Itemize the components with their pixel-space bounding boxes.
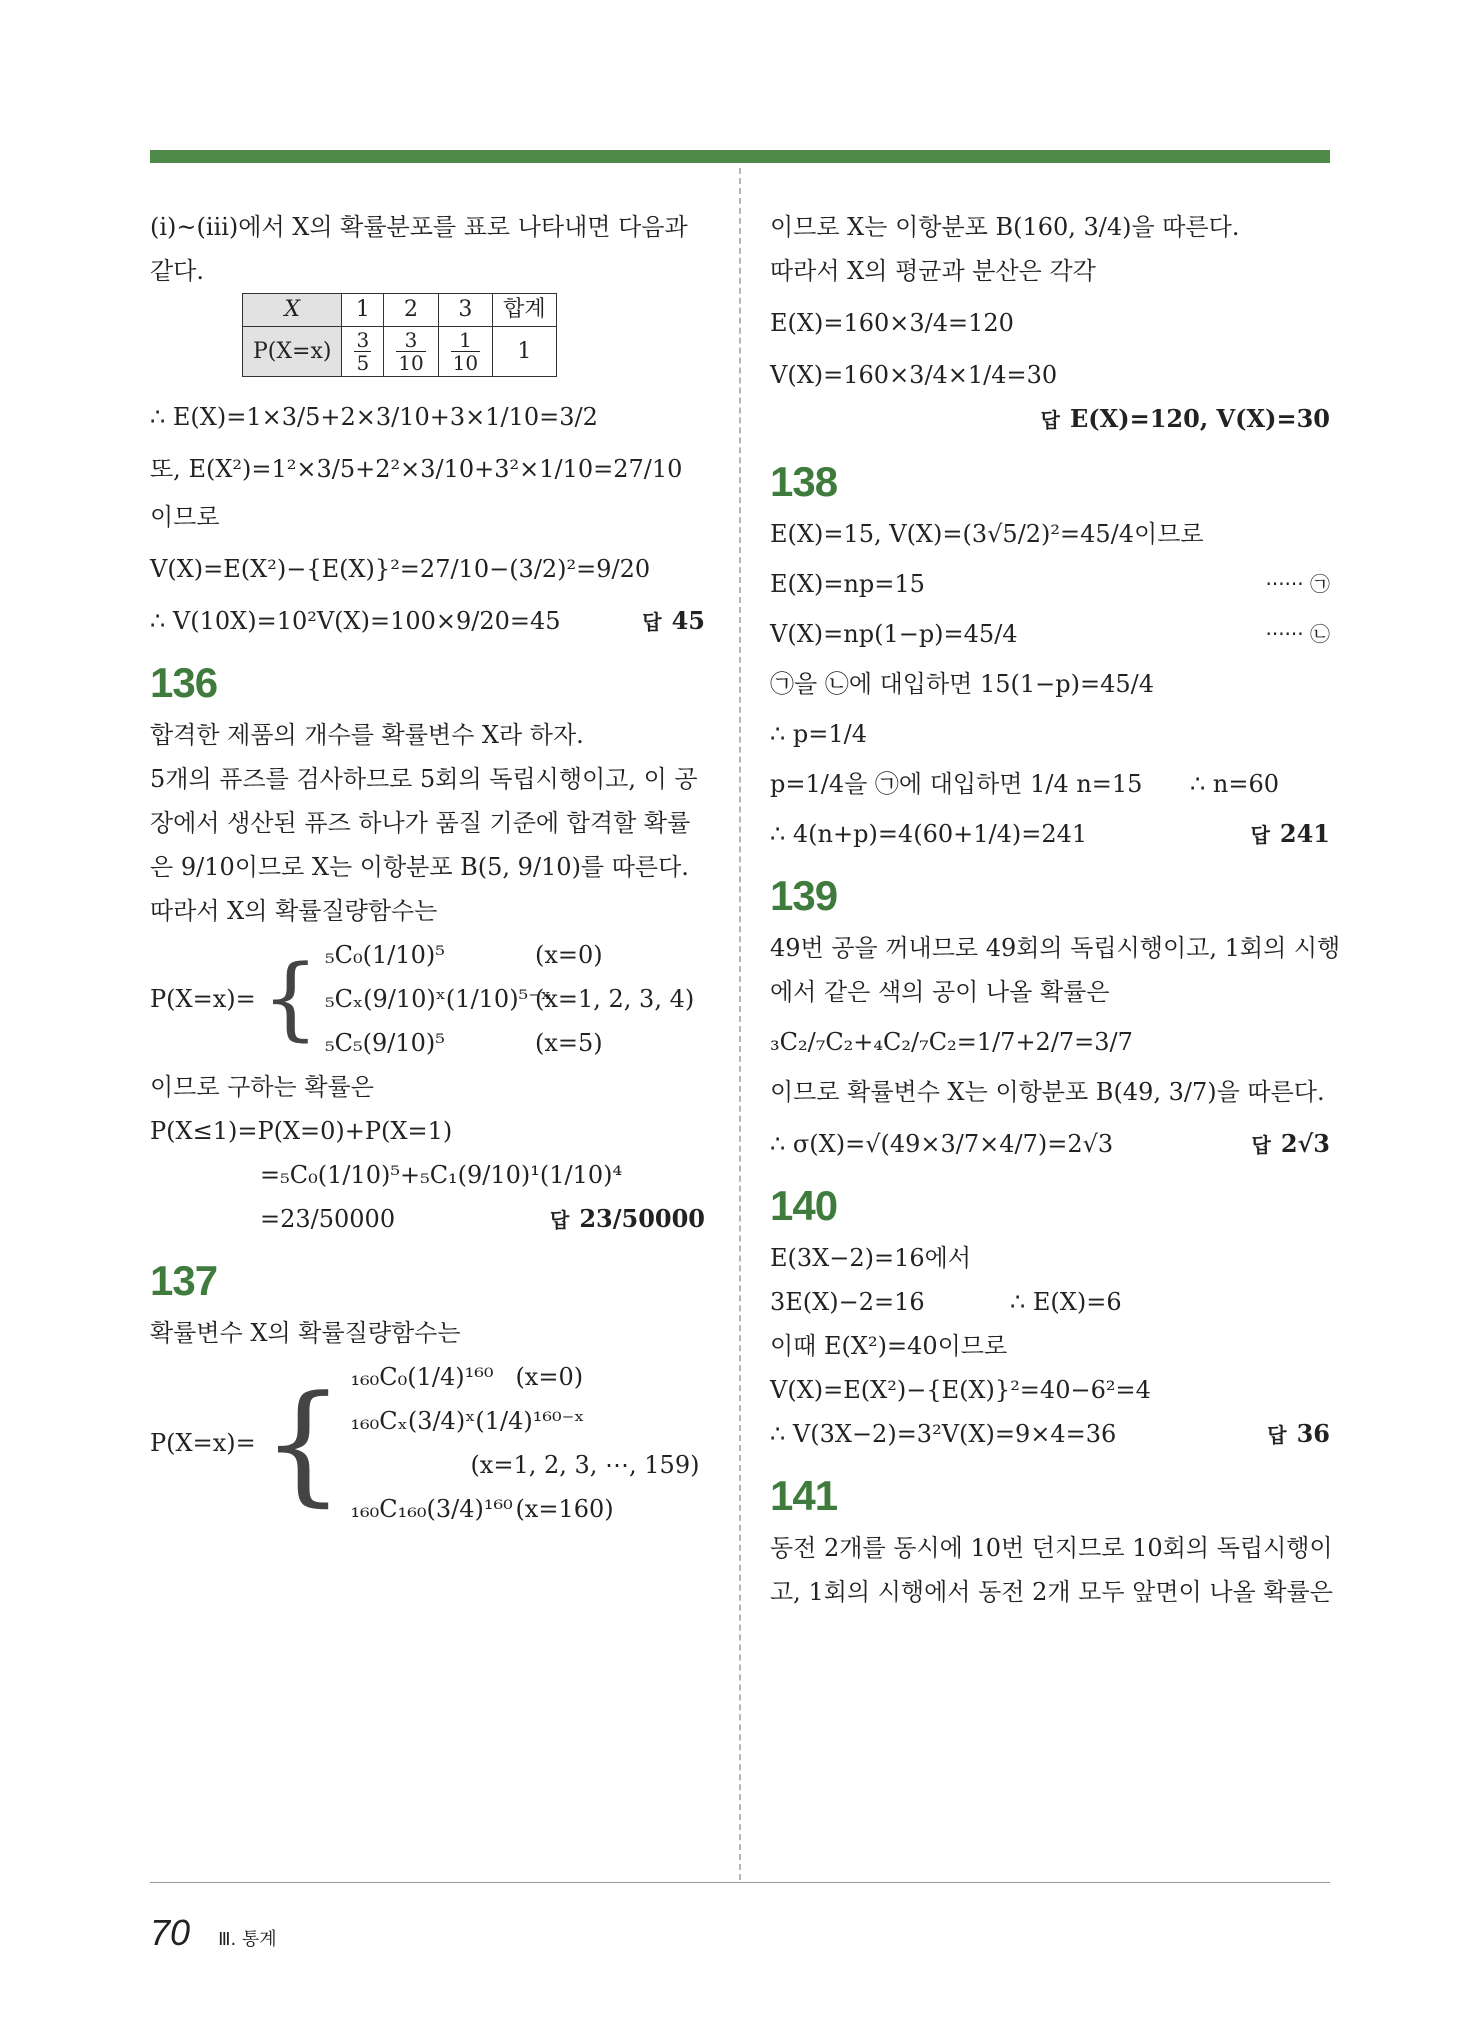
p136-line-6: 이므로 구하는 확률은 bbox=[150, 1073, 374, 1101]
p140-line-5: ∴ V(3X−2)=3²V(X)=9×4=36 답 36 bbox=[770, 1412, 1330, 1456]
table-header-x: X bbox=[243, 294, 342, 327]
p139-line-1: 49번 공을 꺼내므로 49회의 독립시행이고, 1회의 시행 bbox=[770, 934, 1341, 962]
p139-line-3: ₃C₂/₇C₂+₄C₂/₇C₂=1/7+2/7=3/7 bbox=[770, 1028, 1133, 1056]
right-column bbox=[770, 205, 1341, 1614]
problem-number-137: 137 bbox=[150, 1257, 218, 1304]
p137-pmf bbox=[150, 1355, 705, 1531]
p138-line-1: E(X)=15, V(X)=(3√5/2)²=45/4이므로 bbox=[770, 520, 1204, 548]
p137-case-2-range: (x=1, 2, 3, ⋯, 159) bbox=[470, 1451, 700, 1479]
table-header-1: 1 bbox=[342, 294, 384, 327]
p136-line-1: 합격한 제품의 개수를 확률변수 X라 하자. bbox=[150, 721, 584, 749]
left-column bbox=[150, 205, 705, 1531]
answer-138: 답 241 bbox=[1250, 819, 1330, 848]
answer-137: 답 E(X)=120, V(X)=30 bbox=[1040, 404, 1330, 433]
p139-line-4: 이므로 확률변수 X는 이항분포 B(49, 3/7)을 따른다. bbox=[770, 1078, 1325, 1106]
p136-pmf-lhs: P(X=x)= bbox=[150, 985, 256, 1013]
p136-line-7: P(X≤1)=P(X=0)+P(X=1) bbox=[150, 1117, 453, 1145]
table-header-total: 합계 bbox=[493, 294, 557, 327]
top-green-bar bbox=[150, 150, 1330, 163]
p137-case-3: ₁₆₀C₁₆₀(3/4)¹⁶⁰ (x=160) bbox=[350, 1495, 614, 1523]
p138-line-2: E(X)=np=15 ······ ㉠ bbox=[770, 570, 1330, 598]
page-footer bbox=[150, 1912, 277, 1954]
p138-line-3: V(X)=np(1−p)=45/4 ······ ㉡ bbox=[770, 620, 1330, 648]
p140-line-3: 이때 E(X²)=40이므로 bbox=[770, 1332, 1008, 1360]
expectation-line: ∴ E(X)=1×3/5+2×3/10+3×1/10=3/2 bbox=[150, 403, 598, 431]
p140-line-4: V(X)=E(X²)−{E(X)}²=40−6²=4 bbox=[770, 1376, 1151, 1404]
answer-139: 답 2√3 bbox=[1251, 1129, 1330, 1158]
problem-number-136: 136 bbox=[150, 659, 218, 706]
variance-10x-line: ∴ V(10X)=10²V(X)=100×9/20=45 답 45 bbox=[150, 599, 705, 643]
p138-line-5: ∴ p=1/4 bbox=[770, 720, 867, 748]
problem-number-141: 141 bbox=[770, 1472, 838, 1519]
expectation-sq-line: 또, E(X²)=1²×3/5+2²×3/10+3²×1/10=27/10 bbox=[150, 455, 683, 483]
p139-line-5: ∴ σ(X)=√(49×3/7×4/7)=2√3 답 2√3 bbox=[770, 1122, 1330, 1166]
p136-line-4: 은 9/10이므로 X는 이항분포 B(5, 9/10)를 따른다. bbox=[150, 853, 689, 881]
distribution-table bbox=[242, 293, 557, 377]
p136-line-8: =₅C₀(1/10)⁵+₅C₁(9/10)¹(1/10)⁴ bbox=[260, 1161, 623, 1189]
p137-case-1: ₁₆₀C₀(1/4)¹⁶⁰ (x=0) bbox=[350, 1363, 584, 1391]
p136-line-9: =23/50000 답 23/50000 bbox=[150, 1197, 705, 1241]
r-line-4: V(X)=160×3/4×1/4=30 bbox=[770, 361, 1058, 389]
p137-case-2: ₁₆₀Cₓ(3/4)ˣ(1/4)¹⁶⁰⁻ˣ bbox=[350, 1407, 585, 1435]
r-line-1: 이므로 X는 이항분포 B(160, 3/4)을 따른다. bbox=[770, 213, 1240, 241]
r-line-3: E(X)=160×3/4=120 bbox=[770, 309, 1014, 337]
p140-line-1: E(3X−2)=16에서 bbox=[770, 1244, 971, 1272]
p136-case-2: ₅Cₓ(9/10)ˣ(1/10)⁵⁻ˣ (x=1, 2, 3, 4) bbox=[324, 985, 695, 1013]
imeuro-line: 이므로 bbox=[150, 503, 220, 531]
problem-number-138: 138 bbox=[770, 458, 838, 505]
p136-line-2: 5개의 퓨즈를 검사하므로 5회의 독립시행이고, 이 공 bbox=[150, 765, 698, 793]
p136-case-3: ₅C₅(9/10)⁵ (x=5) bbox=[324, 1029, 603, 1057]
bottom-rule bbox=[150, 1882, 1330, 1883]
table-header-2: 2 bbox=[384, 294, 438, 327]
p141-line-2: 고, 1회의 시행에서 동전 2개 모두 앞면이 나올 확률은 bbox=[770, 1578, 1333, 1606]
answer-135: 답 45 bbox=[642, 606, 705, 635]
p138-line-6: p=1/4을 ㉠에 대입하면 1/4 n=15 ∴ n=60 bbox=[770, 770, 1280, 798]
intro-line-2: 같다. bbox=[150, 257, 204, 285]
table-header-3: 3 bbox=[438, 294, 492, 327]
p138-line-4: ㉠을 ㉡에 대입하면 15(1−p)=45/4 bbox=[770, 670, 1155, 698]
answer-140: 답 36 bbox=[1267, 1419, 1330, 1448]
p137-line-1: 확률변수 X의 확률질량함수는 bbox=[150, 1319, 461, 1347]
chapter-label: Ⅲ. 통계 bbox=[218, 1929, 277, 1950]
problem-number-140: 140 bbox=[770, 1182, 838, 1229]
p136-line-5: 따라서 X의 확률질량함수는 bbox=[150, 897, 438, 925]
p138-line-7: ∴ 4(n+p)=4(60+1/4)=241 답 241 bbox=[770, 812, 1330, 856]
intro-line-1: (ⅰ)~(ⅲ)에서 X의 확률분포를 표로 나타내면 다음과 bbox=[150, 213, 688, 241]
p137-cases bbox=[350, 1355, 699, 1531]
p139-line-2: 에서 같은 색의 공이 나올 확률은 bbox=[770, 978, 1110, 1006]
table-cell-p3: $\frac{1}{10}$ bbox=[438, 327, 492, 377]
table-row-label: P(X=x) bbox=[243, 327, 342, 377]
p136-pmf bbox=[150, 933, 705, 1065]
problem-number-139: 139 bbox=[770, 872, 838, 919]
column-divider bbox=[739, 168, 741, 1880]
r-line-2: 따라서 X의 평균과 분산은 각각 bbox=[770, 257, 1096, 285]
variance-line: V(X)=E(X²)−{E(X)}²=27/10−(3/2)²=9/20 bbox=[150, 555, 651, 583]
table-cell-p2: $\frac{3}{10}$ bbox=[384, 327, 438, 377]
p137-pmf-lhs: P(X=x)= bbox=[150, 1429, 256, 1457]
answer-136: 답 23/50000 bbox=[550, 1204, 705, 1233]
p136-case-1: ₅C₀(1/10)⁵ (x=0) bbox=[324, 941, 603, 969]
p140-line-2: 3E(X)−2=16 ∴ E(X)=6 bbox=[770, 1288, 1122, 1316]
p136-line-3: 장에서 생산된 퓨즈 하나가 품질 기준에 합격할 확률 bbox=[150, 809, 691, 837]
p136-cases bbox=[324, 933, 695, 1065]
table-cell-p1: $\frac{3}{5}$ bbox=[342, 327, 384, 377]
table-cell-total: 1 bbox=[493, 327, 557, 377]
page-number: 70 bbox=[150, 1912, 191, 1953]
brace-icon: { bbox=[261, 946, 319, 1051]
brace-icon: { bbox=[261, 1367, 345, 1519]
p141-line-1: 동전 2개를 동시에 10번 던지므로 10회의 독립시행이 bbox=[770, 1534, 1333, 1562]
